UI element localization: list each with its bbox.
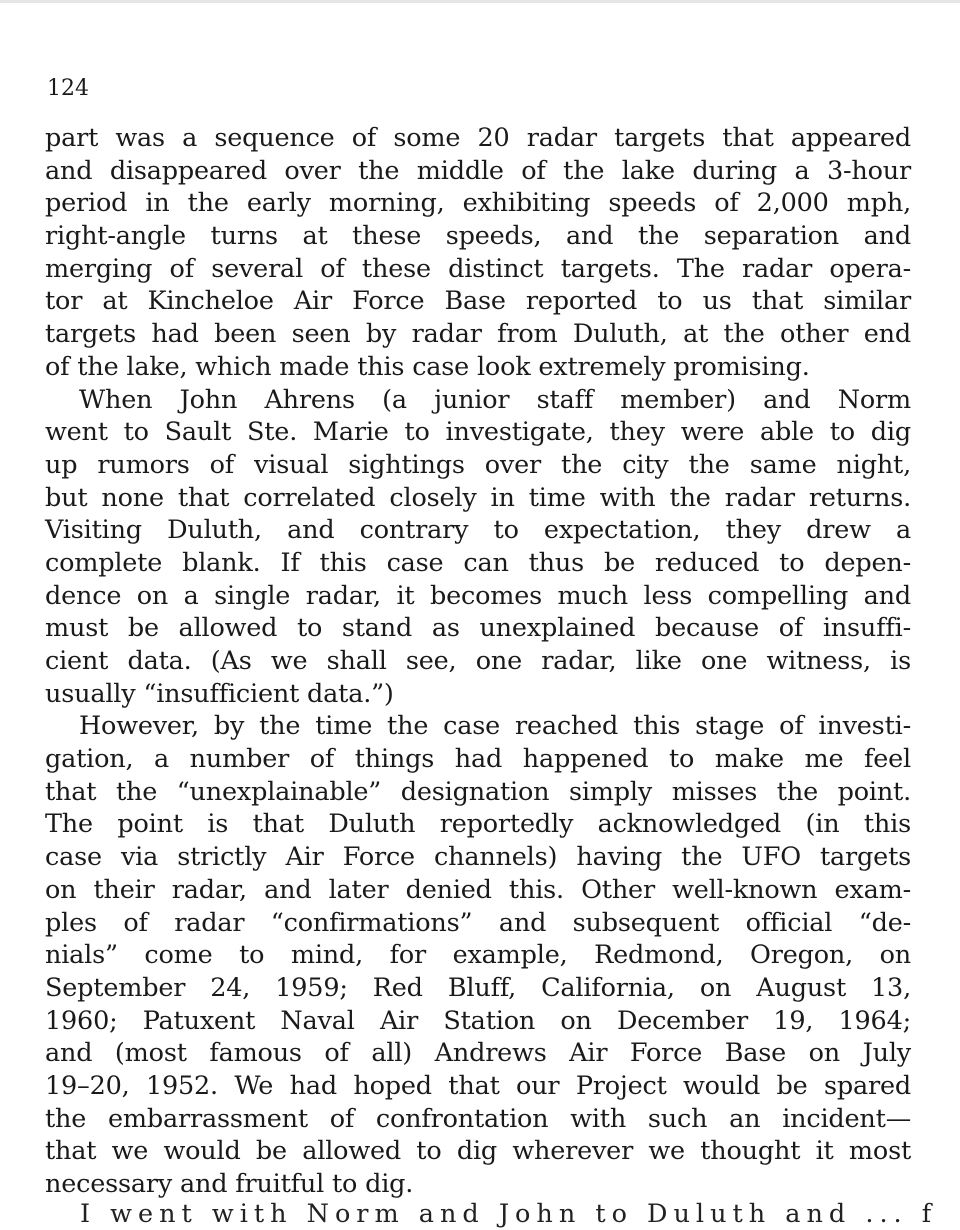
text-line: period in the early morning, exhibiting speeds of 2,000 mph, — [45, 188, 911, 219]
text-line: 19–20, 1952. We had hoped that our Project would be spared — [45, 1070, 911, 1101]
text-line: but none that correlated closely in time with the radar returns. — [45, 482, 911, 513]
text-line: cient data. (As we shall see, one radar, like one witness, is — [45, 646, 911, 676]
text-line: targets had been seen by radar from Duluth, at the other end — [45, 319, 911, 350]
text-line: the embarrassment of confrontation with such an incident— — [45, 1103, 911, 1134]
text-line: When John Ahrens (a junior staff member) and Norm — [79, 384, 911, 415]
text-line: up rumors of visual sightings over the city the same night, — [45, 449, 911, 480]
text-line: tor at Kincheloe Air Force Base reported to us that similar — [45, 286, 911, 317]
text-line: and (most famous of all) Andrews Air Force Base on July — [45, 1038, 911, 1069]
text-line: 1960; Patuxent Naval Air Station on December 19, 1964; — [45, 1005, 911, 1036]
text-line: merging of several of these distinct targets. The radar opera- — [45, 253, 911, 284]
text-line: However, by the time the case reached this stage of investi- — [79, 711, 911, 742]
body-text — [45, 122, 911, 1201]
text-line: usually “insufficient data.”) — [45, 678, 394, 709]
text-line: complete blank. If this case can thus be reduced to depen- — [45, 547, 911, 578]
text-line: part was a sequence of some 20 radar targets that appeared — [45, 123, 911, 153]
text-line: September 24, 1959; Red Bluff, California, on August 13, — [45, 972, 911, 1003]
page-number: 124 — [47, 76, 89, 101]
text-line: nials” come to mind, for example, Redmond, Oregon, on — [45, 940, 911, 971]
text-line: case via strictly Air Force channels) having the UFO targets — [45, 842, 911, 873]
text-line: that we would be allowed to dig wherever we thought it most — [45, 1136, 911, 1167]
text-line: that the “unexplainable” designation simply misses the point. — [45, 776, 911, 807]
cut-off-line — [80, 1199, 938, 1229]
text-line: ples of radar “confirmations” and subsequent official “de- — [45, 907, 911, 938]
text-line: gation, a number of things had happened to make me feel — [45, 744, 911, 775]
top-border — [0, 0, 960, 3]
text-line: dence on a single radar, it becomes much less compelling and — [45, 580, 911, 611]
text-line: went to Sault Ste. Marie to investigate, they were able to dig — [45, 417, 911, 448]
text-line: on their radar, and later denied this. Other well-known exam- — [45, 874, 911, 905]
text-line: Visiting Duluth, and contrary to expectation, they drew a — [45, 515, 911, 546]
text-line: of the lake, which made this case look extremely promising. — [45, 351, 810, 382]
text-line: right-angle turns at these speeds, and the separation and — [45, 221, 911, 252]
cut-off-line-text: I went with Norm and John to Duluth and ... f — [80, 1199, 938, 1229]
text-line: must be allowed to stand as unexplained because of insuffi- — [45, 613, 911, 644]
text-line: The point is that Duluth reportedly acknowledged (in this — [45, 809, 911, 840]
text-line: necessary and fruitful to dig. — [45, 1169, 414, 1199]
text-line: and disappeared over the middle of the lake during a 3-hour — [45, 155, 911, 186]
